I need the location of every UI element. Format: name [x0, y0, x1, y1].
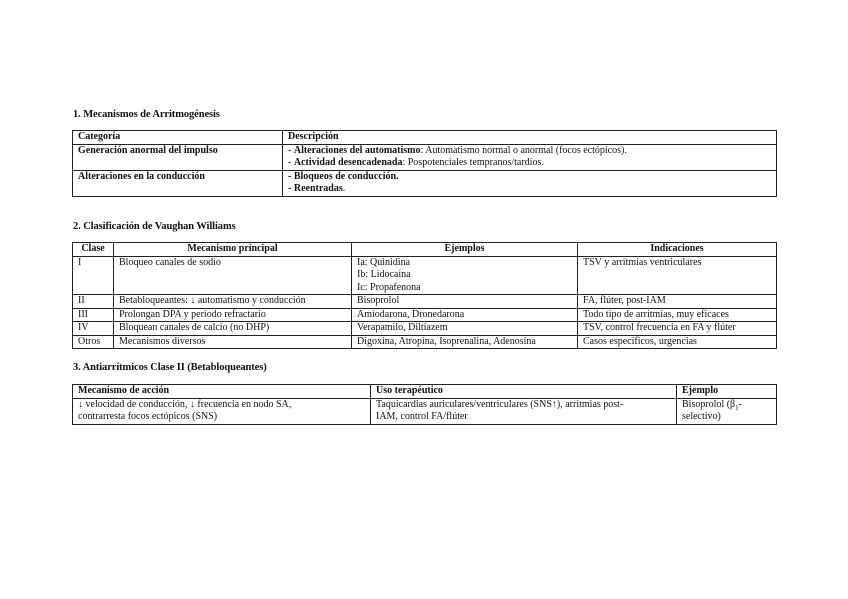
table-header-row	[73, 385, 777, 399]
mecanismo-cell: Betabloqueantes: ↓ automatismo y conducción	[114, 295, 352, 309]
ejemplo-cell: Bisoprolol ($\beta_1-$ selectivo)	[677, 398, 777, 424]
header-mecanismo-accion: Mecanismo de acción	[73, 385, 371, 399]
mecanismo-cell: Prolongan DPA y periodo refractario	[114, 308, 352, 322]
clase-cell: I	[73, 256, 114, 295]
clase-cell: IV	[73, 322, 114, 336]
clase-cell: III	[73, 308, 114, 322]
clase-cell: II	[73, 295, 114, 309]
term: Reentradas	[293, 183, 343, 194]
header-indicaciones: Indicaciones	[578, 243, 777, 257]
term: Actividad desencadenada	[293, 157, 403, 168]
ejemplos-cell: Digoxina, Atropina, Isoprenalina, Adenosina	[352, 335, 578, 349]
header-ejemplo: Ejemplo	[677, 385, 777, 399]
category-cell: Alteraciones en la conducción	[73, 170, 283, 196]
mecanismo-cell: Mecanismos diversos	[114, 335, 352, 349]
header-clase: Clase	[73, 243, 114, 257]
ejemplos-cell: Bisoprolol	[352, 295, 578, 309]
description-cell: - Bloqueos de conducción. - Reentradas.	[283, 170, 777, 196]
table-row	[73, 308, 777, 322]
clase-cell: Otros	[73, 335, 114, 349]
mecanismo-cell: Bloqueo canales de sodio	[114, 256, 352, 295]
category-cell: Generación anormal del impulso	[73, 144, 283, 170]
arrhythmogenesis-table	[72, 130, 777, 197]
betablockers-table	[72, 384, 777, 425]
header-uso-terapeutico: Uso terapéutico	[371, 385, 677, 399]
indicaciones-cell: FA, flúter, post-IAM	[578, 295, 777, 309]
mecanismo-cell: Bloquean canales de calcio (no DHP)	[114, 322, 352, 336]
table-row	[73, 256, 777, 295]
table-row	[73, 295, 777, 309]
uso-terapeutico-cell: Taquicardias auriculares/ventriculares (SNS↑), arritmias post- IAM, control FA/flúter	[371, 398, 677, 424]
mecanismo-accion-cell: ↓ velocidad de conducción, ↓ frecuencia en nodo SA, contrarresta focos ectópicos (SNS)	[73, 398, 371, 424]
table-row	[73, 398, 777, 424]
table-row	[73, 170, 777, 196]
table-row	[73, 322, 777, 336]
vaughan-williams-table	[72, 242, 777, 349]
section-1-title: 1. Mecanismos de Arritmogénesis	[73, 109, 220, 120]
header-descripcion: Descripción	[283, 131, 777, 145]
header-categoria: Categoría	[73, 131, 283, 145]
header-ejemplos: Ejemplos	[352, 243, 578, 257]
header-mecanismo: Mecanismo principal	[114, 243, 352, 257]
indicaciones-cell: TSV y arritmias ventriculares	[578, 256, 777, 295]
ejemplos-cell: Verapamilo, Diltiazem	[352, 322, 578, 336]
table-header-row	[73, 131, 777, 145]
ejemplos-cell: Amiodarona, Dronedarona	[352, 308, 578, 322]
term: Alteraciones del automatismo	[293, 144, 421, 156]
section-2-title: 2. Clasificación de Vaughan Williams	[73, 221, 236, 232]
description-cell: - Alteraciones del automatismo: Automatismo normal o anormal (focos ectópicos). - Actividad desencadenada: Pospotenciales tempranos/tardíos.	[283, 144, 777, 170]
indicaciones-cell: Casos específicos, urgencias	[578, 335, 777, 349]
ejemplos-cell: Ia: Quinidina Ib: Lidocaína Ic: Propafenona	[352, 256, 578, 295]
indicaciones-cell: TSV, control frecuencia en FA y flúter	[578, 322, 777, 336]
table-row	[73, 335, 777, 349]
section-3-title: 3. Antiarrítmicos Clase II (Betabloqueantes)	[73, 362, 267, 373]
table-header-row	[73, 243, 777, 257]
indicaciones-cell: Todo tipo de arritmias, muy eficaces	[578, 308, 777, 322]
table-row	[73, 144, 777, 170]
term: Bloqueos de conducción	[293, 170, 397, 182]
